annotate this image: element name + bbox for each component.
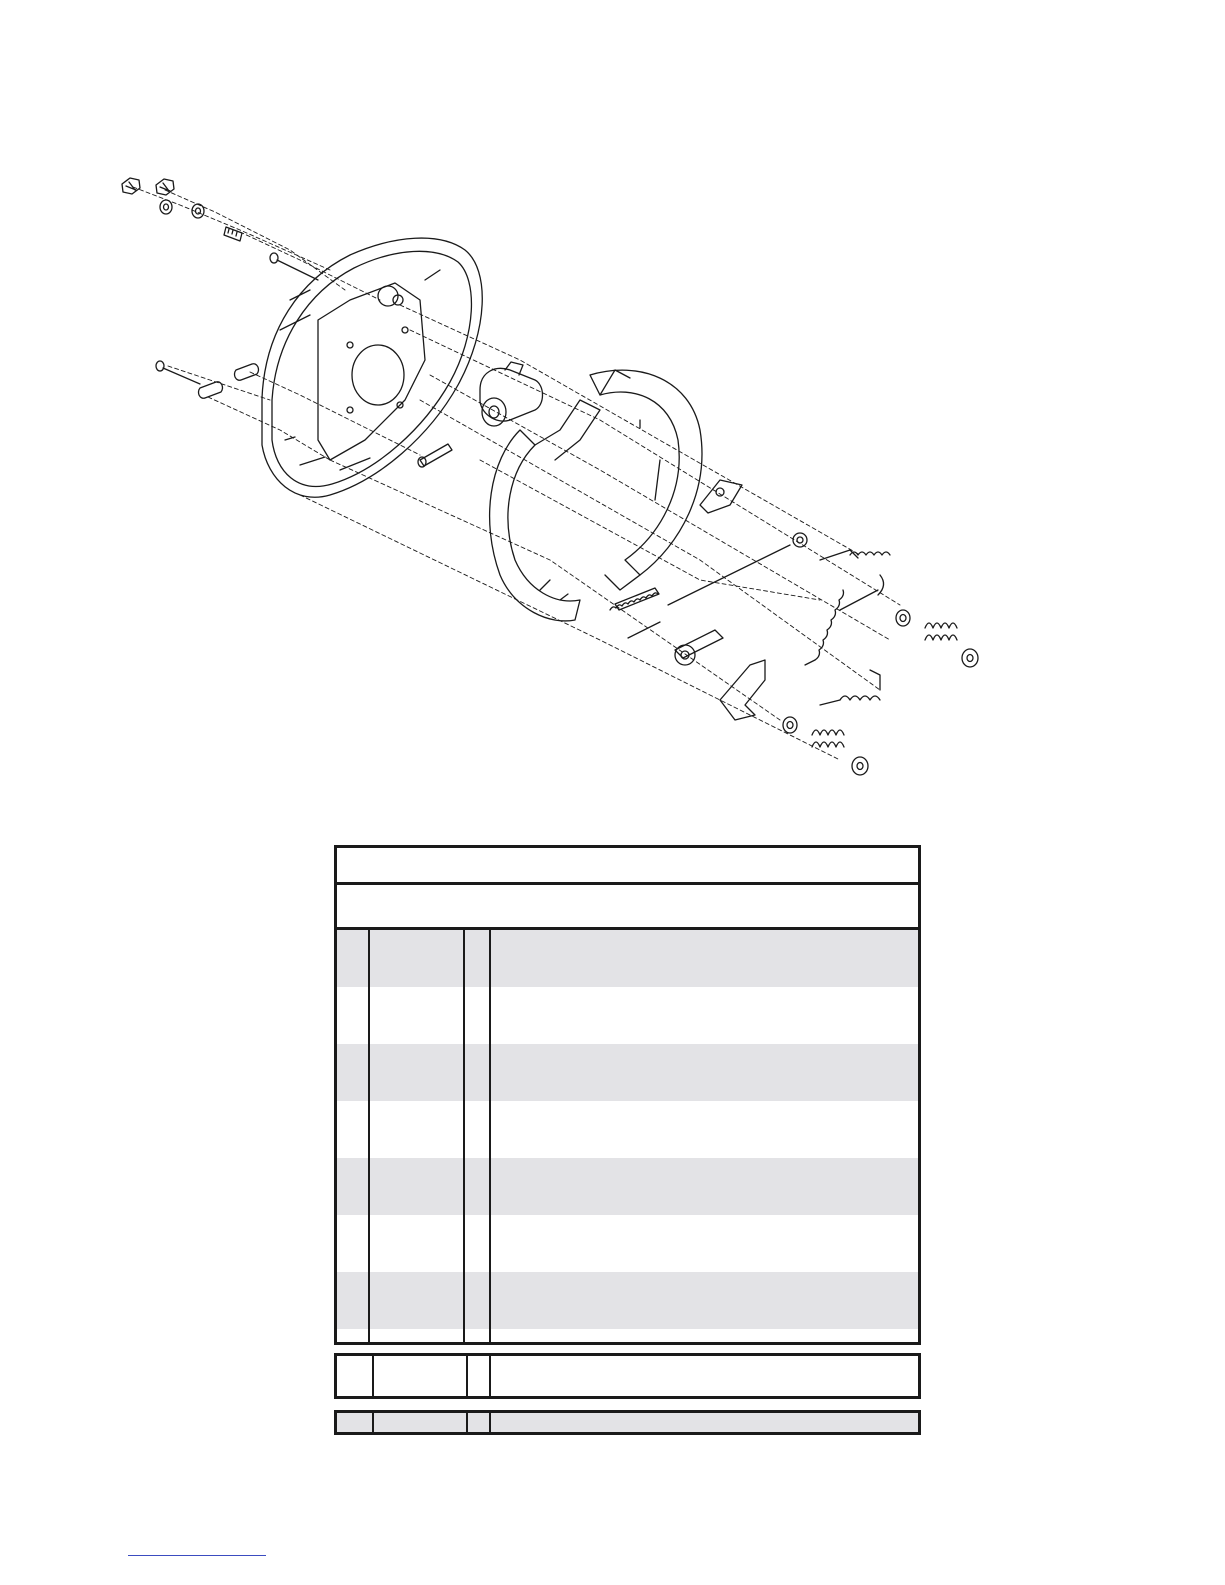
cylinder-link [418,444,452,467]
adjuster-screw [628,622,723,665]
column-divider [368,930,370,1342]
column-divider [372,1413,374,1432]
table-cell-part-number [370,1044,465,1101]
lock-washer-1 [160,200,172,214]
table-cell-qty [465,1158,491,1215]
backing-plate [262,238,482,497]
parts-table-title-text [337,848,918,882]
table-cell-item [337,1101,370,1158]
table-cell-part-number [370,930,465,987]
hold-down-cup-2 [852,757,868,775]
table-cell-description [491,1101,921,1158]
table-cell-qty [465,1272,491,1329]
table-cell-description [491,1215,921,1272]
column-divider [372,1356,374,1396]
hold-down-spring-2 [812,730,844,747]
return-spring-short [820,550,890,560]
table-cell-qty [465,987,491,1044]
parts-table-subtitle [337,885,918,930]
table-cell-qty [465,1215,491,1272]
parts-table-title [337,848,918,885]
table-cell-part-number [370,1101,465,1158]
return-spring-long-2 [820,670,880,705]
table-cell-item [337,1356,373,1396]
table-cell-part-number [373,1356,467,1396]
brake-shoe-secondary [590,370,702,590]
table-row [337,1044,918,1101]
adjuster-plug [224,227,242,241]
hold-down-washer-2 [783,717,797,733]
brake-shoe-primary [490,400,600,621]
table-cell-item [337,930,370,987]
table-cell-description [491,930,921,987]
table-cell-description [491,1272,921,1329]
table-cell-part-number [373,1413,467,1432]
hold-down-spring-1 [925,623,957,640]
hold-down-pin-bottom [156,361,200,384]
column-divider [489,1356,491,1396]
table-row [337,1215,918,1272]
table-cell-item [337,1272,370,1329]
table-cell-part-number [370,987,465,1044]
table-cell-description [491,1356,918,1396]
column-divider [466,1356,468,1396]
column-divider [489,930,491,1342]
sub-table-kit [334,1353,921,1399]
sub-table-assembly [334,1410,921,1435]
table-cell-item [337,1158,370,1215]
table-cell-qty [467,1356,491,1396]
table-cell-description [491,1413,918,1432]
anchor-plate [700,480,742,513]
table-row [337,987,918,1044]
table-cell-part-number [370,1215,465,1272]
table-row [337,1158,918,1215]
column-divider [489,1413,491,1432]
table-cell-qty [465,1101,491,1158]
hold-down-washer-1 [896,610,910,626]
column-divider [466,1413,468,1432]
table-row [337,1272,918,1329]
table-cell-item [337,1413,373,1432]
return-spring-long-1 [805,575,884,665]
footer-link-underline[interactable] [128,1555,266,1556]
table-cell-item [337,1215,370,1272]
plug-1 [199,382,223,399]
table-cell-description [491,987,921,1044]
table-row [337,930,918,987]
plug-2 [235,364,259,381]
table-cell-item [337,1044,370,1101]
hex-bolt-1 [122,178,140,194]
table-cell-qty [465,1044,491,1101]
table-cell-qty [465,930,491,987]
table-cell-part-number [370,1158,465,1215]
table-cell-part-number [370,1272,465,1329]
hold-down-cup-1 [962,649,978,667]
column-divider [463,930,465,1342]
table-cell-description [491,1044,921,1101]
parts-table [334,845,921,1345]
parts-table-subtitle-text [337,885,918,927]
table-cell-qty [467,1413,491,1432]
table-cell-item [337,987,370,1044]
table-row [337,1101,918,1158]
table-cell-description [491,1158,921,1215]
wheel-cylinder [480,362,543,426]
